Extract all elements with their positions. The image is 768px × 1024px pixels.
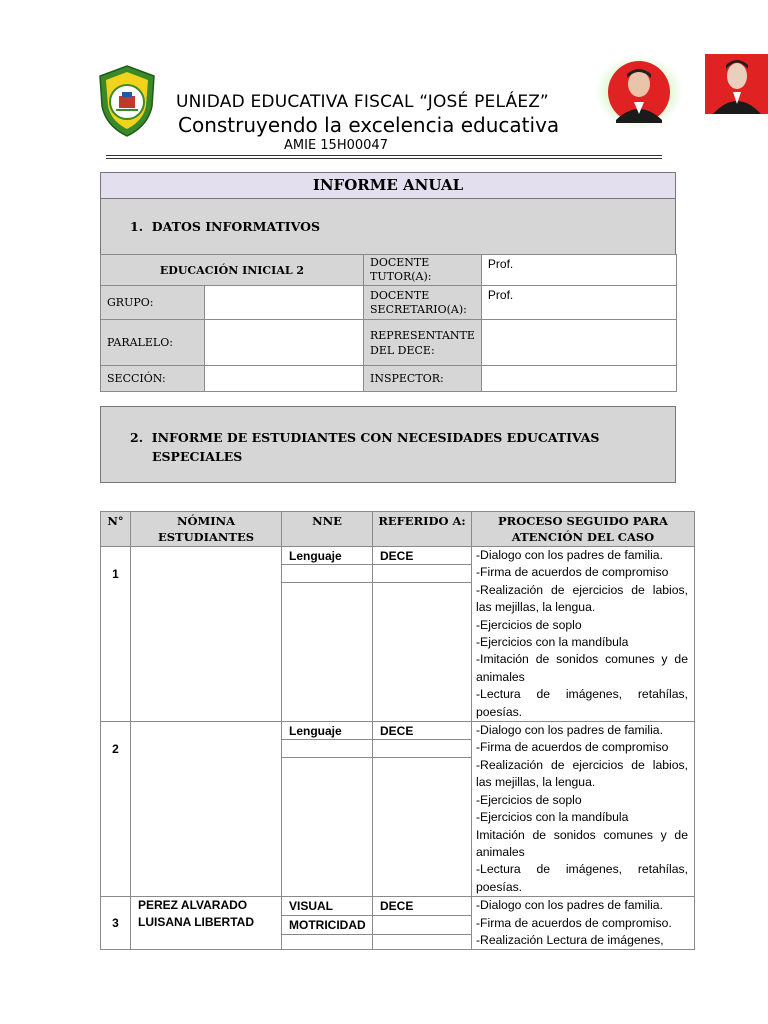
shield-logo-icon [96,64,158,138]
section1-number: 1. [130,219,144,234]
nne-value[interactable]: Lenguaje [282,722,373,740]
nne-blank[interactable] [282,758,373,897]
row-number: 1 [101,547,131,722]
informe-title: INFORME ANUAL [312,176,464,194]
representante-dece-value[interactable] [481,320,676,366]
school-logo [96,64,158,138]
process-item: -Firma de acuerdos de compromiso [476,740,669,755]
student-name[interactable] [131,897,282,950]
students-table [100,511,695,950]
process-item: -Firma de acuerdos de compromiso [476,565,669,580]
process-item: -Ejercicios con la mandíbula [476,810,629,825]
amie-code: AMIE 15H00047 [284,138,388,153]
docente-secretario-label: DOCENTE SECRETARIO(A): [364,286,482,320]
student-name-line2: LUISANA LIBERTAD [138,915,254,930]
process-cell [472,897,695,950]
section2-number: 2. [130,430,144,445]
student-name[interactable] [131,722,282,897]
process-item: -Dialogo con los padres de familia. [476,548,663,562]
inspector-label: INSPECTOR: [364,366,482,392]
process-item: -Lectura de imágenes, retahílas, poesías. [476,687,688,719]
row-number: 2 [101,722,131,897]
student-name[interactable] [131,547,282,722]
nne-value[interactable]: MOTRICIDAD [282,915,373,934]
process-item: -Firma de acuerdos de compromiso. [476,915,672,930]
referido-blank[interactable] [373,583,472,722]
table-row [101,897,695,916]
docente-secretario-value[interactable]: Prof. [481,286,676,320]
process-item: -Dialogo con los padres de familia. [476,723,663,738]
referido-value[interactable]: DECE [373,547,472,565]
process-item: -Ejercicios de soplo [476,792,582,807]
referido-blank[interactable] [373,758,472,897]
inspector-value[interactable] [481,366,676,392]
datos-informativos-heading [130,219,320,234]
nne-value[interactable]: Lenguaje [282,547,373,565]
row-number: 3 [101,897,131,950]
process-item: -Lectura de imágenes, retahílas, poesías. [476,862,688,894]
referido-value[interactable]: DECE [373,897,472,916]
header-num: N° [101,512,131,547]
referido-value[interactable]: DECE [373,722,472,740]
process-item: -Ejercicios de soplo [476,617,582,632]
referido-value[interactable] [373,915,472,934]
referido-blank[interactable] [373,934,472,950]
paralelo-label: PARALELO: [101,320,205,366]
table-row [101,547,695,565]
referido-value[interactable] [373,740,472,758]
datos-informativos-table [100,254,677,392]
process-item: -Dialogo con los padres de familia. [476,898,663,913]
section2-heading [130,428,599,466]
referido-value[interactable] [373,565,472,583]
process-item: -Realización Lectura de imágenes, [476,932,664,947]
nne-blank[interactable] [282,934,373,950]
header-referido: REFERIDO A: [373,512,472,547]
section2-title-line1: INFORME DE ESTUDIANTES CON NECESIDADES EDUCATIVAS [151,430,600,445]
grupo-label: GRUPO: [101,286,205,320]
header-nomina: NÓMINA ESTUDIANTES [131,512,282,547]
docente-tutor-label: DOCENTE TUTOR(A): [364,255,482,286]
nne-value[interactable] [282,565,373,583]
student-name-line1: PEREZ ALVARADO [138,898,248,913]
seccion-label: SECCIÓN: [101,366,205,392]
nne-value[interactable] [282,740,373,758]
paralelo-value[interactable] [204,320,363,366]
process-item: -Realización de ejercicios de labios, las mejillas, la lengua. [476,582,688,615]
process-cell [472,547,695,722]
school-name: UNIDAD EDUCATIVA FISCAL “JOSÉ PELÁEZ” [176,92,549,112]
process-item: -Ejercicios con la mandíbula [476,635,629,650]
nne-blank[interactable] [282,583,373,722]
process-item: Imitación de sonidos comunes y de animales [476,827,688,859]
process-item: -Imitación de sonidos comunes y de animales [476,652,688,684]
header-nne: NNE [282,512,373,547]
nne-value[interactable]: VISUAL [282,897,373,916]
section1-title: DATOS INFORMATIVOS [151,219,321,234]
header-proceso: PROCESO SEGUIDO PARA ATENCIÓN DEL CASO [472,512,695,547]
process-cell [472,722,695,897]
portrait-circle [594,54,684,130]
process-item: -Realización de ejercicios de labios, las mejillas, la lengua. [476,757,688,790]
school-motto: Construyendo la excelencia educativa [178,113,560,137]
representante-dece-label: REPRESENTANTE DEL DECE: [364,320,482,366]
header-divider-top [106,155,662,156]
section2-title-line2: ESPECIALES [152,449,243,464]
header-divider-bottom [106,158,662,159]
table-row [101,722,695,740]
portrait-photo [705,54,768,114]
docente-tutor-value[interactable]: Prof. [481,255,676,286]
seccion-value[interactable] [204,366,363,392]
nivel-educacion: EDUCACIÓN INICIAL 2 [101,255,364,286]
grupo-value[interactable] [204,286,363,320]
